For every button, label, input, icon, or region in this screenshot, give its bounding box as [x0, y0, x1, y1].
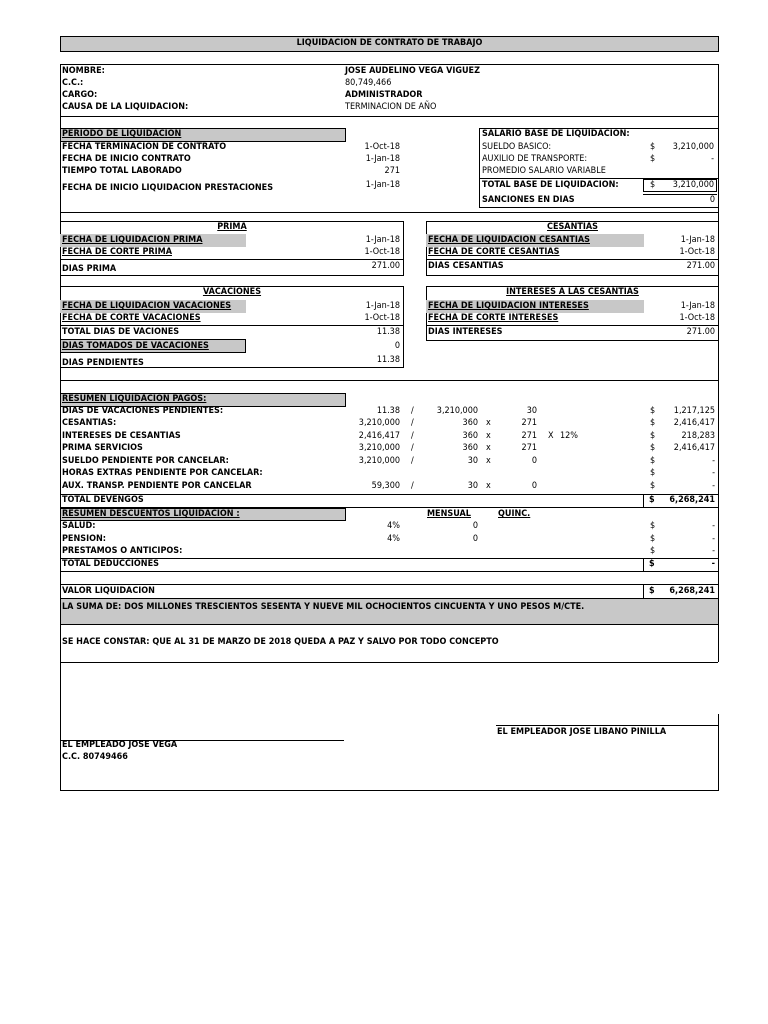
- prima-row-label: FECHA DE LIQUIDACION PRIMA: [62, 235, 203, 245]
- nombre-value: JOSE AUDELINO VEGA VIGUEZ: [345, 66, 480, 76]
- total-deducciones-value: -: [711, 559, 715, 569]
- cesantias-divider: [426, 259, 719, 260]
- resumen-op2: x: [486, 481, 491, 491]
- resumen-v1: 3,210,000: [358, 456, 400, 466]
- resumen-op2: x: [486, 443, 491, 453]
- resumen-v2: 360: [462, 443, 478, 453]
- resumen-op2: x: [486, 418, 491, 428]
- salario-row-value: 3,210,000: [672, 142, 714, 152]
- cargo-value: ADMINISTRADOR: [345, 90, 423, 100]
- intereses-row-value: 271.00: [686, 327, 715, 337]
- descuento-pct: 4%: [387, 521, 400, 531]
- sanciones-line: [643, 194, 717, 195]
- cesantias-row-value: 1-Jan-18: [680, 235, 715, 245]
- mensual-label: MENSUAL: [427, 509, 471, 519]
- vacaciones-row-value: 1-Oct-18: [364, 313, 400, 323]
- periodo-value: 1-Jan-18: [365, 154, 400, 164]
- resumen-op1: /: [411, 431, 414, 441]
- resumen-label: DIAS DE VACACIONES PENDIENTES:: [62, 406, 224, 416]
- salario-header: SALARIO BASE DE LIQUIDACION:: [482, 129, 630, 139]
- resumen-v3: 271: [521, 443, 537, 453]
- intereses-row-label: FECHA DE LIQUIDACION INTERESES: [428, 301, 589, 311]
- divider: [60, 380, 719, 381]
- frame-gap: [718, 662, 719, 714]
- causa-label: CAUSA DE LA LIQUIDACION:: [62, 102, 189, 112]
- periodo-header: PERIODO DE LIQUIDACION: [62, 129, 182, 139]
- periodo-label: FECHA TERMINACION DE CONTRATO: [62, 142, 227, 152]
- resumen-op1: /: [411, 443, 414, 453]
- resumen-label: INTERESES DE CESANTIAS: [62, 431, 181, 441]
- intereses-row-value: 1-Jan-18: [680, 301, 715, 311]
- resumen-cur: $: [650, 456, 656, 466]
- salario-row-currency: $: [650, 154, 656, 164]
- vacaciones-row-value: 11.38: [376, 327, 400, 337]
- resumen-v2: 30: [467, 456, 478, 466]
- divider: [60, 584, 719, 585]
- resumen-cur: $: [650, 406, 656, 416]
- vacaciones-row-value: 0: [394, 341, 400, 351]
- resumen-v2: 3,210,000: [436, 406, 478, 416]
- salario-row-currency: $: [650, 142, 656, 152]
- resumen-v1: 59,300: [371, 481, 400, 491]
- total-deducciones-label: TOTAL DEDUCCIONES: [62, 559, 159, 569]
- cesantias-row-label: FECHA DE LIQUIDACION CESANTIAS: [428, 235, 590, 245]
- nombre-label: NOMBRE:: [62, 66, 105, 76]
- divider: [60, 662, 719, 663]
- sanciones-label: SANCIONES EN DIAS: [482, 195, 575, 205]
- resumen-total: 2,416,417: [673, 443, 715, 453]
- resumen-total: 1,217,125: [673, 406, 715, 416]
- total-devengos-currency: $: [649, 495, 655, 505]
- descuento-pct: 4%: [387, 534, 400, 544]
- valor-currency: $: [649, 586, 655, 596]
- sanciones-value: 0: [709, 195, 715, 205]
- resumen-label: SUELDO PENDIENTE POR CANCELAR:: [62, 456, 229, 466]
- periodo-label: TIEMPO TOTAL LABORADO: [62, 166, 182, 176]
- resumen-cur: $: [650, 468, 656, 478]
- prima-header: PRIMA: [217, 222, 247, 232]
- total-deducciones-currency: $: [649, 559, 655, 569]
- periodo-value: 1-Oct-18: [364, 142, 400, 152]
- valor-label: VALOR LIQUIDACION: [62, 586, 155, 596]
- vacaciones-row-label: FECHA DE CORTE VACACIONES: [62, 313, 201, 323]
- resumen-op3: X: [548, 431, 554, 441]
- resumen-total: -: [712, 456, 715, 466]
- suma-text: LA SUMA DE: DOS MILLONES TRESCIENTOS SESENTA Y NUEVE MIL OCHOCIENTOS CINCUENTA Y UNO PESOS M/CTE.: [62, 602, 585, 612]
- resumen-v4: 12%: [560, 431, 578, 441]
- resumen-cur: $: [650, 418, 656, 428]
- resumen-label: CESANTIAS:: [62, 418, 117, 428]
- resumen-total-line: [60, 494, 719, 495]
- salario-total-currency: $: [650, 180, 656, 190]
- resumen-total: -: [712, 468, 715, 478]
- resumen-label: AUX. TRANSP. PENDIENTE POR CANCELAR: [62, 481, 252, 491]
- intereses-row-label: FECHA DE CORTE INTERESES: [428, 313, 559, 323]
- resumen-v1: 3,210,000: [358, 418, 400, 428]
- prima-row-label: DIAS PRIMA: [62, 264, 117, 274]
- descuento-total: -: [712, 521, 715, 531]
- descuento-mensual: 0: [472, 521, 478, 531]
- intereses-divider: [426, 325, 719, 326]
- resumen-v3: 271: [521, 418, 537, 428]
- intereses-row-label: DIAS INTERESES: [428, 327, 503, 337]
- resumen-v3: 30: [526, 406, 537, 416]
- periodo-value: 271: [384, 166, 400, 176]
- resumen-op1: /: [411, 456, 414, 466]
- divider: [60, 212, 719, 213]
- resumen-v1: 11.38: [376, 406, 400, 416]
- intereses-header: INTERESES A LAS CESANTIAS: [506, 287, 639, 297]
- quinc-label: QUINC.: [498, 509, 531, 519]
- resumen-v3: 0: [531, 456, 537, 466]
- cesantias-row-label: DIAS CESANTIAS: [428, 261, 504, 271]
- intereses-row-value: 1-Oct-18: [679, 313, 715, 323]
- vacaciones-header: VACACIONES: [202, 287, 262, 297]
- salario-row-label: PROMEDIO SALARIO VARIABLE: [482, 166, 606, 176]
- resumen-op1: /: [411, 406, 414, 416]
- total-devengos-value: 6,268,241: [669, 495, 715, 505]
- salario-total-label: TOTAL BASE DE LIQUIDACION:: [482, 180, 619, 190]
- divider: [60, 116, 719, 117]
- resumen-cur: $: [650, 443, 656, 453]
- salario-total-value: 3,210,000: [672, 180, 714, 190]
- cesantias-row-value: 1-Oct-18: [679, 247, 715, 257]
- constar-text: SE HACE CONSTAR: QUE AL 31 DE MARZO DE 2018 QUEDA A PAZ Y SALVO POR TODO CONCEPTO: [62, 637, 499, 647]
- cesantias-header: CESANTIAS: [547, 222, 598, 232]
- total-devengos-label: TOTAL DEVENGOS: [62, 495, 144, 505]
- vacaciones-row-label: TOTAL DIAS DE VACIONES: [62, 327, 180, 337]
- resumen-v2: 360: [462, 431, 478, 441]
- resumen-v2: 30: [467, 481, 478, 491]
- descuento-label: PRESTAMOS O ANTICIPOS:: [62, 546, 183, 556]
- resumen-cur: $: [650, 481, 656, 491]
- resumen-op2: x: [486, 456, 491, 466]
- periodo-label: FECHA DE INICIO LIQUIDACION PRESTACIONES: [62, 183, 274, 193]
- resumen-label: PRIMA SERVICIOS: [62, 443, 143, 453]
- vacaciones-row-label: FECHA DE LIQUIDACION VACACIONES: [62, 301, 232, 311]
- resumen-header: RESUMEN LIQUIDACION PAGOS:: [62, 394, 207, 404]
- resumen-v2: 360: [462, 418, 478, 428]
- empleador-signature: EL EMPLEADOR JOSE LIBANO PINILLA: [497, 727, 667, 737]
- vacaciones-row-value: 11.38: [376, 355, 400, 365]
- resumen-v1: 2,416,417: [358, 431, 400, 441]
- cargo-label: CARGO:: [62, 90, 98, 100]
- prima-row-value: 1-Jan-18: [365, 235, 400, 245]
- prima-row-value: 271.00: [371, 261, 400, 271]
- vacaciones-row-label: DIAS PENDIENTES: [62, 358, 144, 368]
- resumen-total: 218,283: [681, 431, 715, 441]
- divider: [60, 571, 719, 572]
- cc-value: 80,749,466: [345, 78, 392, 88]
- prima-row-value: 1-Oct-18: [364, 247, 400, 257]
- signature-line-employer: [496, 725, 719, 726]
- descuento-total: -: [712, 534, 715, 544]
- salario-row-label: AUXILIO DE TRANSPORTE:: [482, 154, 588, 164]
- resumen-total: 2,416,417: [673, 418, 715, 428]
- vacaciones-row-value: 1-Jan-18: [365, 301, 400, 311]
- salario-total-cell: [643, 179, 717, 192]
- empleado-signature: EL EMPLEADO JOSE VEGA: [62, 740, 178, 750]
- descuento-label: PENSION:: [62, 534, 106, 544]
- vacaciones-row-label: DIAS TOMADOS DE VACACIONES: [62, 341, 209, 351]
- descuento-cur: $: [650, 521, 656, 531]
- descuento-cur: $: [650, 534, 656, 544]
- resumen-op1: /: [411, 481, 414, 491]
- resumen-label: HORAS EXTRAS PENDIENTE POR CANCELAR:: [62, 468, 263, 478]
- resumen-total: -: [712, 481, 715, 491]
- cc-label: C.C.:: [62, 78, 84, 88]
- cesantias-row-label: FECHA DE CORTE CESANTIAS: [428, 247, 560, 257]
- resumen-v1: 3,210,000: [358, 443, 400, 453]
- resumen-cur: $: [650, 431, 656, 441]
- empleado-cc: C.C. 80749466: [62, 752, 128, 762]
- resumen-v3: 0: [531, 481, 537, 491]
- salario-row-label: SUELDO BASICO:: [482, 142, 552, 152]
- periodo-value: 1-Jan-18: [365, 180, 400, 190]
- resumen-v3: 271: [521, 431, 537, 441]
- periodo-label: FECHA DE INICIO CONTRATO: [62, 154, 191, 164]
- descuento-total: -: [712, 546, 715, 556]
- page-title: LIQUIDACION DE CONTRATO DE TRABAJO: [296, 38, 483, 48]
- cesantias-row-value: 271.00: [686, 261, 715, 271]
- prima-divider: [60, 259, 404, 260]
- descuento-label: SALUD:: [62, 521, 96, 531]
- descuento-mensual: 0: [472, 534, 478, 544]
- valor-value: 6,268,241: [669, 586, 715, 596]
- resumen-op1: /: [411, 418, 414, 428]
- prima-row-label: FECHA DE CORTE PRIMA: [62, 247, 172, 257]
- causa-value: TERMINACION DE AÑO: [345, 102, 437, 112]
- descuento-cur: $: [650, 546, 656, 556]
- vacaciones-divider: [60, 325, 404, 326]
- descuentos-header: RESUMEN DESCUENTOS LIQUIDACION :: [62, 509, 240, 519]
- resumen-op2: x: [486, 431, 491, 441]
- salario-row-value: -: [711, 154, 714, 164]
